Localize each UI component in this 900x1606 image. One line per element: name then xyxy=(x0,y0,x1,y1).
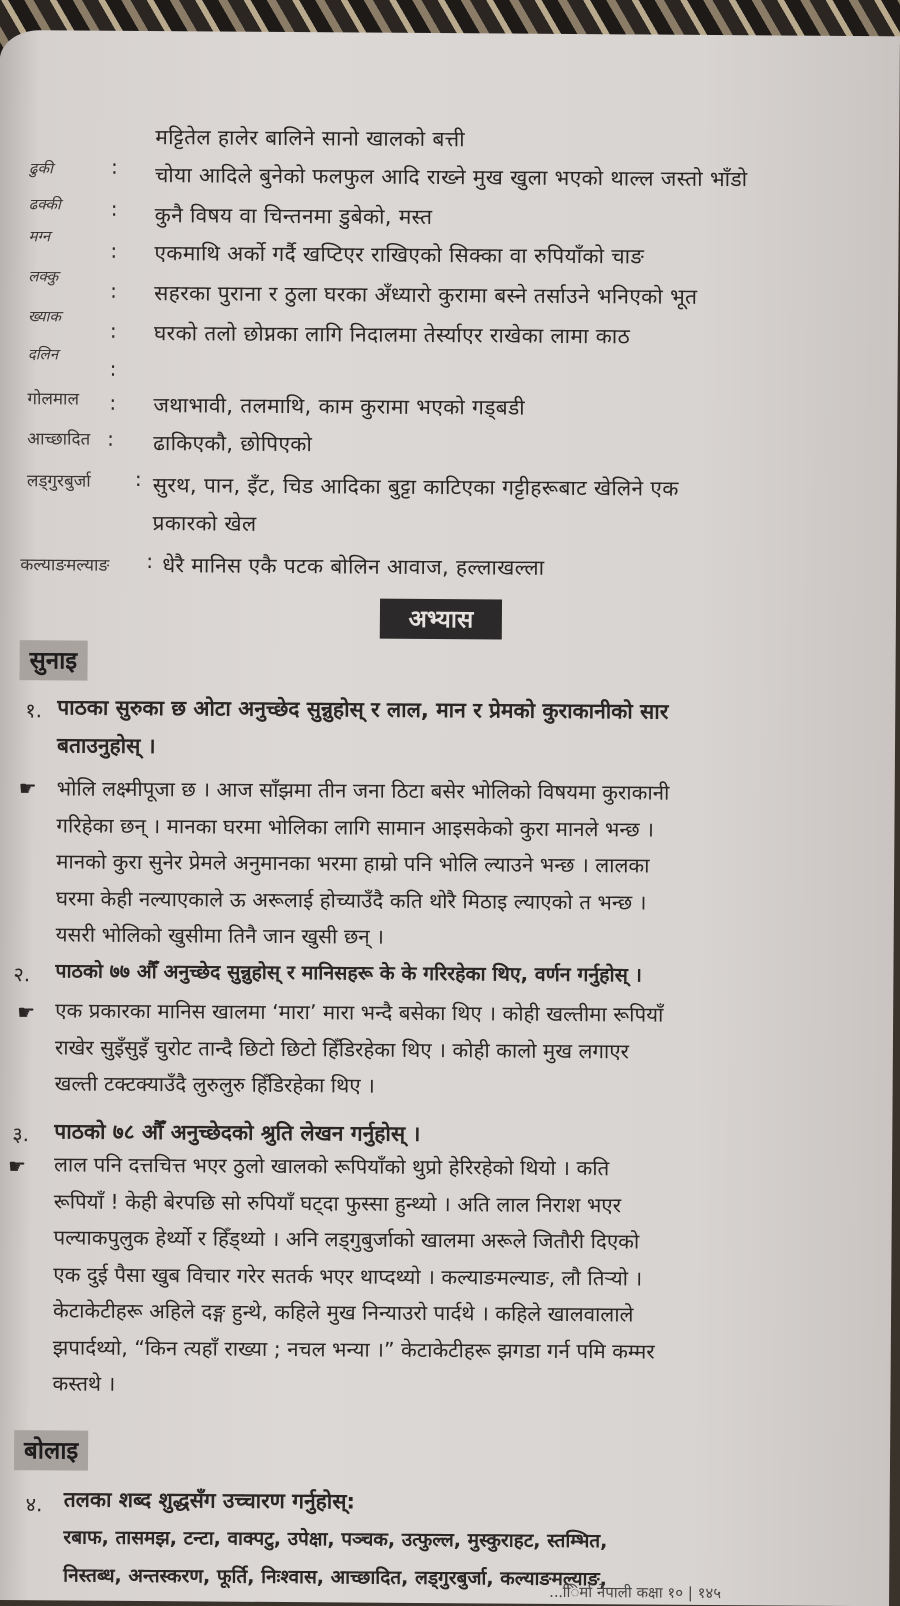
glossary-term: आच्छादित xyxy=(27,429,91,450)
glossary-definition: प्रकारको खेल xyxy=(152,511,257,536)
answer-line: मानको कुरा सुनेर प्रेमले अनुमानका भरमा हाम्रो पनि भोलि ल्याउने भन्छ । लालका xyxy=(56,849,650,878)
question-number: १. xyxy=(25,698,43,723)
glossary-colon: : xyxy=(110,278,118,303)
glossary-definition: मट्टितेल हालेर बालिने सानो खालको बत्ती xyxy=(155,125,466,152)
answer-line: यसरी भोलिको खुसीमा तिनै जान खुसी छन् । xyxy=(55,922,385,949)
glossary-term: लड्गुरबुर्जा xyxy=(26,471,91,492)
glossary-colon: : xyxy=(110,238,118,263)
glossary-colon: : xyxy=(146,549,154,574)
answer-line: केटाकेटीहरू अहिले दङ्ग हुन्थे, कहिले मुख निन्याउरो पार्दथे । कहिले खालवालाले xyxy=(52,1298,634,1327)
glossary-term: ख्याक xyxy=(27,307,61,326)
glossary-colon: : xyxy=(109,356,117,381)
glossary-colon: : xyxy=(109,390,117,415)
question-line: पाठको ७७ औँ अनुच्छेद सुन्नुहोस् र मानिसहरू के के गरिरहेका थिए, वर्णन गर्नुहोस् । xyxy=(55,959,643,987)
glossary-definition: चोया आदिले बुनेको फलफुल आदि राख्ने मुख खुला भएको थाल्ल जस्तो भाँडो xyxy=(154,163,748,192)
book-page xyxy=(0,30,900,1606)
glossary-colon: : xyxy=(134,466,142,491)
answer-line: खल्ती टक्टक्याउँदै लुरुलुरु हिँडिरहेका थिए । xyxy=(54,1071,375,1098)
question-line: पाठको ७८ औँ अनुच्छेदको श्रुति लेखन गर्नुहोस् । xyxy=(54,1119,421,1146)
glossary-colon: : xyxy=(110,154,118,179)
word-list-line: रबाफ, तासमझ, टन्टा, वाक्पटु, उपेक्षा, पञ्चक, उत्फुल्ल, मुस्कुराहट, स्तम्भित, xyxy=(63,1526,608,1553)
question-text xyxy=(57,688,878,770)
answer-line: राखेर सुइँसुइँ चुरोट तान्दै छिटो छिटो हिँडिरहेका थिए । कोही कालो मुख लगाएर xyxy=(54,1034,630,1063)
question-line: तलका शब्द शुद्धसँग उच्चारण गर्नुहोस्: xyxy=(63,1487,355,1514)
pointing-hand-icon: ☛ xyxy=(18,776,37,801)
question-line: बताउनुहोस् । xyxy=(56,733,156,759)
answer-line: रूपियाँ ! केही बेरपछि सो रुपियाँ घट्दा फुस्सा हुन्थ्यो । अति लाल निराश भएर xyxy=(53,1188,622,1217)
answer-line: घरमा केही नल्याएकाले ऊ अरूलाई होच्याउँदै कति थोरै मिठाइ ल्याएको त भन्छ । xyxy=(55,885,647,915)
section-speaking: बोलाइ xyxy=(14,1430,88,1471)
answer-line: गरिहेका छन् । मानका घरमा भोलिका लागि सामान आइसकेको कुरा मानले भन्छ । xyxy=(56,812,655,842)
glossary-term: गोलमाल xyxy=(27,389,80,410)
glossary-colon: : xyxy=(110,196,118,221)
answer-line: पल्याकपुलुक हेर्थ्यो र हिँड्थ्यो । अनि लड्गुबुर्जाको खालमा अरूले जितौरी दिएको xyxy=(53,1225,640,1254)
glossary-definition: घरको तलो छोप्नका लागि निदालमा तेर्स्याएर राखेका लामा काठ xyxy=(153,321,631,349)
glossary-term: कल्याङमल्याङ xyxy=(20,555,110,576)
section-listening: सुनाइ xyxy=(19,640,87,680)
question-line: पाठका सुरुका छ ओटा अनुच्छेद सुन्नुहोस् र लाल, मान र प्रेमको कुराकानीको सार xyxy=(57,695,669,724)
answer-line: एक प्रकारका मानिस खालमा ‘मारा’ मारा भन्दै बसेका थिए । कोही खल्तीमा रूपियाँ xyxy=(55,998,664,1027)
page-footer: ...ििर्मा नेपाली कक्षा १० | १४५ xyxy=(549,1582,722,1603)
glossary-colon: : xyxy=(107,426,114,451)
answer-line: झपार्दथ्यो, “किन त्यहाँ राख्या ; नचल भन्या ।” केटाकेटीहरू झगडा गर्न पमि कम्मर xyxy=(52,1334,655,1364)
answer-block xyxy=(56,770,877,958)
glossary-definition: एकमाथि अर्को गर्दै खप्टिएर राखिएको सिक्का वा रुपियाँको चाङ xyxy=(154,241,645,269)
question-text xyxy=(64,1480,874,1524)
glossary-definition: सुरथ, पान, इँट, चिड आदिका बुट्टा काटिएका गट्टीहरूबाट खेलिने एक xyxy=(152,473,679,501)
word-list xyxy=(63,1518,874,1600)
glossary-colon: : xyxy=(109,318,117,343)
question-number: ४. xyxy=(25,1492,43,1517)
question-number: ३. xyxy=(12,1122,30,1147)
pointing-hand-icon: ☛ xyxy=(17,1000,36,1025)
question-text xyxy=(55,952,875,996)
glossary-definition: जथाभावी, तलमाथि, काम कुरामा भएको गड्बडी xyxy=(153,393,526,420)
pointing-hand-icon: ☛ xyxy=(7,1154,27,1179)
word-list-line: निस्तब्ध, अन्तस्करण, फूर्ति, निःश्वास, आच्छादित, लड्गुरबुर्जा, कल्याङमल्याङ, xyxy=(63,1564,607,1591)
glossary-term: लक्कु xyxy=(28,267,59,286)
question-number: २. xyxy=(13,962,31,987)
exercise-heading: अभ्यास xyxy=(380,599,502,640)
glossary-definition: धेरै मानिस एकै पटक बोलिन आवाज, हल्लाखल्ला xyxy=(162,553,545,580)
glossary-term: ढक्की xyxy=(28,195,61,214)
answer-line: एक दुई पैसा खुब विचार गरेर सतर्क भएर थाप्दथ्यो । कल्याङमल्याङ, लौ तिऱ्यो । xyxy=(53,1261,643,1291)
glossary-term: ढुकी xyxy=(28,159,53,178)
answer-line: लाल पनि दत्तचित्त भएर ठुलो खालको रूपियाँको थुप्रो हेरिरहेको थियो । कति xyxy=(53,1152,610,1181)
glossary-definition: सहरका पुराना र ठुला घरका अँध्यारो कुरामा बस्ने तर्साउने भनिएको भूत xyxy=(154,281,698,309)
answer-line: कस्तथे । xyxy=(52,1371,116,1396)
glossary-term: दलिन xyxy=(27,345,59,364)
answer-line: भोलि लक्ष्मीपूजा छ । आज साँझमा तीन जना ठिटा बसेर भोलिको विषयमा कुराकानी xyxy=(56,776,670,805)
glossary-definition: ढाकिएकौ, छोपिएको xyxy=(153,431,313,457)
glossary-term: मग्न xyxy=(28,227,51,246)
answer-block xyxy=(52,1146,874,1407)
glossary-definition: कुनै विषय वा चिन्तनमा डुबेको, मस्त xyxy=(154,203,433,230)
answer-block xyxy=(55,992,876,1107)
